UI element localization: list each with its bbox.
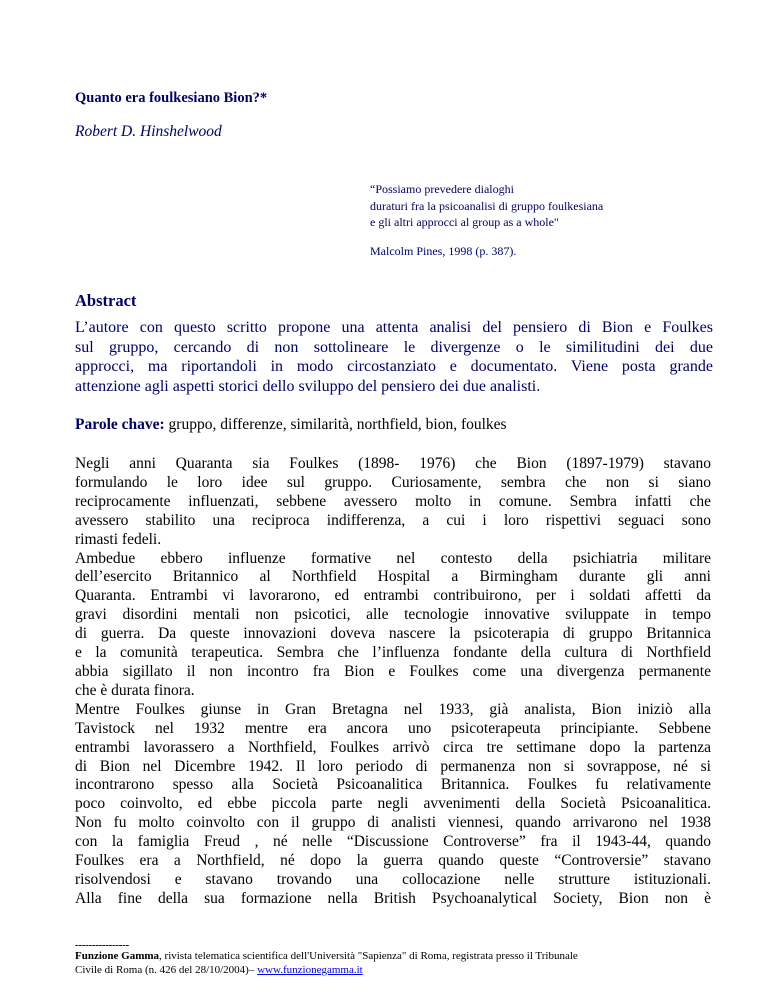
footer-line-2 <box>75 964 715 978</box>
body-line: rimasti fedeli. <box>75 530 162 548</box>
registration-text: Civile di Roma (n. 426 del 28/10/2004)– <box>75 963 258 976</box>
epigraph <box>370 181 710 259</box>
abstract-line: L’autore con questo scritto propone una attenta analisi del pensiero di Bion e Foulkes <box>75 319 713 336</box>
body-line: Non fu molto coinvolto con il gruppo di analisti viennesi, quando arrivarono nel 1938 <box>75 814 711 832</box>
body-line: poco coinvolto, ed ebbe piccola parte negli avvenimenti della Società Psicoanalitica. <box>75 795 711 813</box>
body-line: risolvendosi e stavano trovando una collocazione nelle strutture istituzionali. <box>75 870 711 888</box>
body-line: di Bion nel Dicembre 1942. Il loro periodo di permanenza non si sovrappose, né si <box>75 757 711 775</box>
body-line: incontrarono spesso alla Società Psicoanalitica Britannica. Foulkes fu relativamente <box>75 776 711 794</box>
keywords-text: gruppo, differenze, similarità, northfield, bion, foulkes <box>164 416 507 433</box>
website-link[interactable]: www.funzionegamma.it <box>257 963 363 976</box>
body-line: con la famiglia Freud , né nelle “Discussione Controverse” fra il 1943-44, quando <box>75 833 711 851</box>
article-title: Quanto era foulkesiano Bion?* <box>75 90 268 106</box>
footer-line-1 <box>75 950 715 964</box>
body-line: Foulkes era a Northfield, né dopo la guerra quando queste “Controversie” stavano <box>75 852 711 870</box>
body-line: Mentre Foulkes giunse in Gran Bretagna nel 1933, già analista, Bion iniziò alla <box>75 700 711 718</box>
body-line: reciprocamente influenzati, sebbene avessero molto in comune. Sembra infatti che <box>75 492 711 510</box>
page-footer <box>75 941 715 977</box>
abstract-line: attenzione agli aspetti storici dello sviluppo del pensiero dei due analisti. <box>75 377 541 395</box>
body-line: Alla fine della sua formazione nella British Psychoanalytical Society, Bion non è <box>75 889 711 907</box>
article-author: Robert D. Hinshelwood <box>75 123 222 140</box>
abstract-text <box>75 318 713 396</box>
body-line: dell’esercito Britannico al Northfield Hospital a Birmingham durante gli anni <box>75 568 711 586</box>
body-line: e la comunità terapeutica. Sembra che l’influenza fondante della cultura di Northfield <box>75 644 711 662</box>
body-line: di guerra. Da queste innovazioni doveva nascere la psicoterapia di gruppo Britannica <box>75 625 711 643</box>
abstract-heading: Abstract <box>75 291 137 310</box>
abstract-line: sul gruppo, cercando di non sottolineare le divergenze o le similitudini dei due <box>75 338 713 356</box>
body-line: Tavistock nel 1932 mentre era ancora uno psicoterapeuta principiante. Sebbene <box>75 719 711 737</box>
keywords <box>75 416 507 434</box>
body-line: gravi disordini mentali non psicotici, alle tecnologie innovative sviluppate in tempo <box>75 606 711 624</box>
footnote-rule: ---------------- <box>75 941 129 950</box>
body-text <box>75 455 711 909</box>
epigraph-line: duraturi fra la psicoanalisi di gruppo foulkesiana <box>370 198 604 213</box>
body-line: abbia sigillato il non incontro fra Bion e Foulkes come una divergenza permanente <box>75 662 711 680</box>
journal-description: , rivista telematica scientifica dell'Università "Sapienza" di Roma, registrata presso il Tribunale <box>159 950 578 962</box>
body-line: Quaranta. Entrambi vi lavorarono, ed entrambi contribuirono, per i soldati affetti da <box>75 587 711 605</box>
keywords-label: Parole chave: <box>75 416 165 433</box>
epigraph-attribution: Malcolm Pines, 1998 (p. 387). <box>370 243 517 258</box>
body-line: che è durata finora. <box>75 681 195 699</box>
epigraph-line: e gli altri approcci al group as a whole" <box>370 215 559 229</box>
body-line: Negli anni Quaranta sia Foulkes (1898- 1976) che Bion (1897-1979) stavano <box>75 455 711 472</box>
abstract-line: approcci, ma riportandoli in modo circostanziato e documentato. Viene posta grande <box>75 358 713 376</box>
body-line: avessero stabilito una reciproca indifferenza, a cui i loro rispettivi seguaci sono <box>75 511 711 529</box>
body-line: entrambi lavorassero a Northfield, Foulkes arrivò circa tre settimane dopo la partenza <box>75 738 711 756</box>
epigraph-line: “Possiamo prevedere dialoghi <box>370 182 514 196</box>
journal-name: Funzione Gamma <box>75 950 160 962</box>
body-line: formulando le loro idee sul gruppo. Curiosamente, sembra che non si siano <box>75 473 711 491</box>
body-line: Ambedue ebbero influenze formative nel contesto della psichiatria militare <box>75 549 711 567</box>
